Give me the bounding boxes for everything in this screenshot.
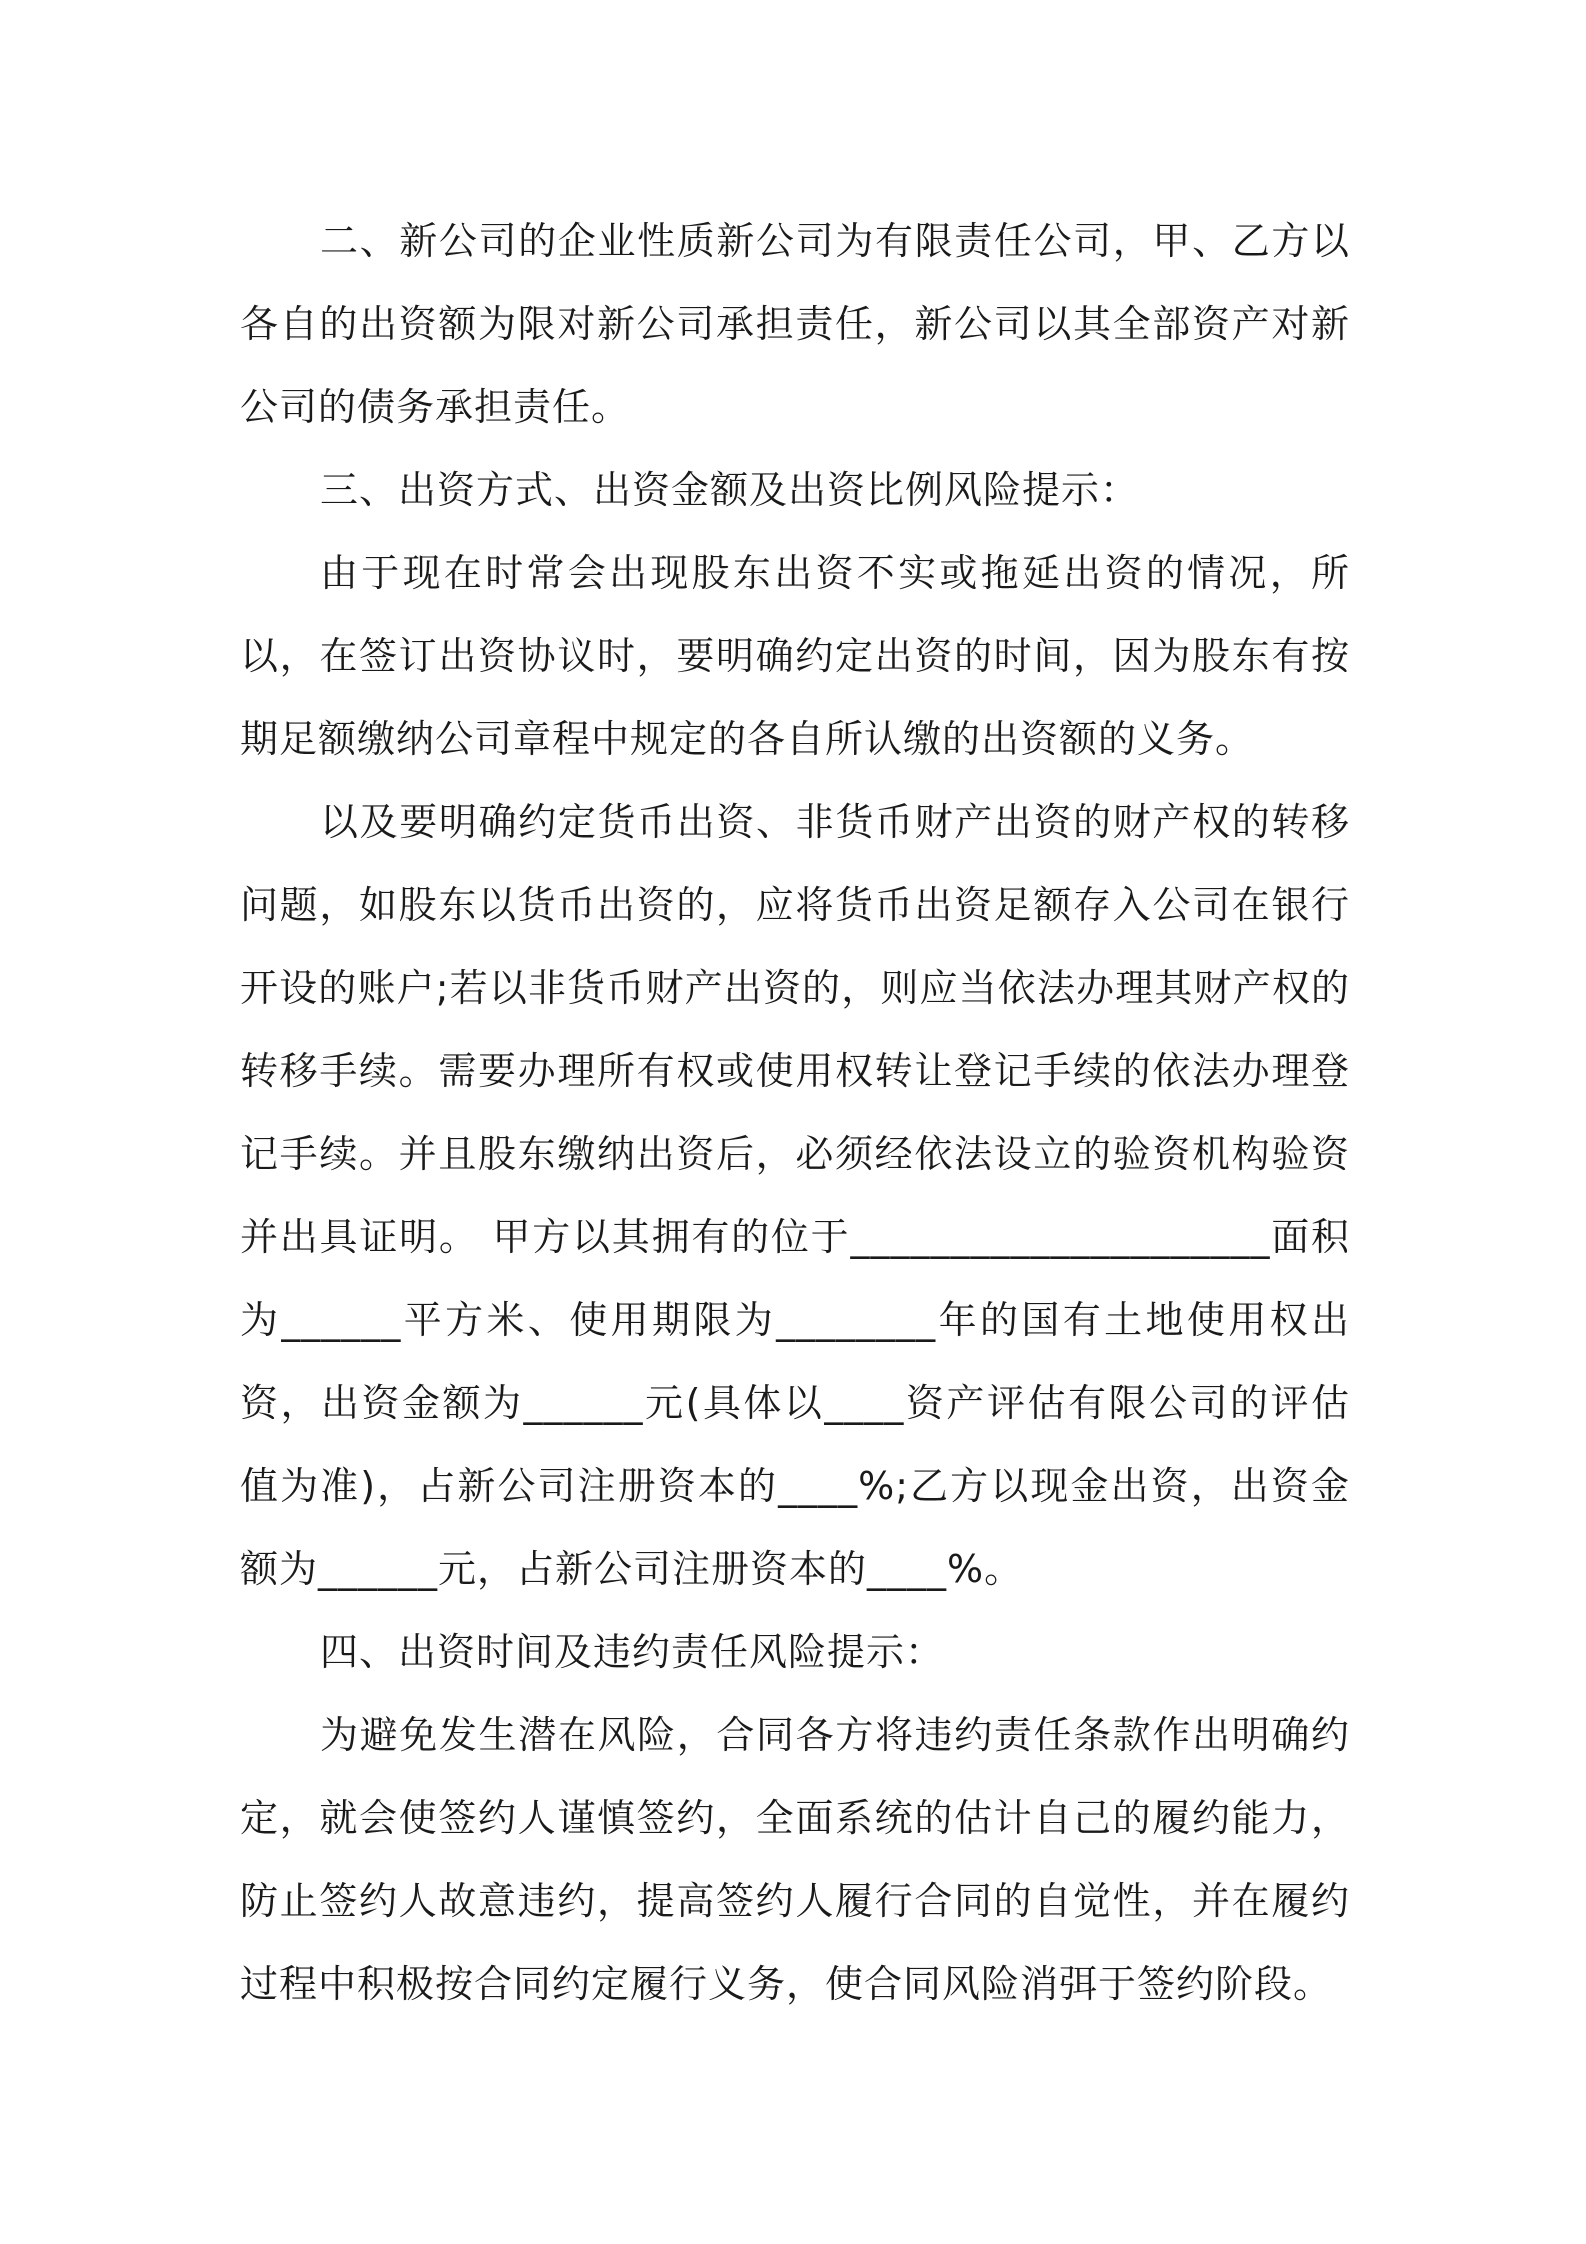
paragraph-liability-clause: 为避免发生潜在风险，合同各方将违约责任条款作出明确约定，就会使签约人谨慎签约，全面系统的估计自己的履约能力，防止签约人故意违约，提高签约人履行合同的自觉性，并在履约过程中积极按合同约定履行义务，使合同风险消弭于签约阶段。 <box>240 1713 1350 2006</box>
paragraph-company-nature: 二、新公司的企业性质新公司为有限责任公司，甲、乙方以各自的出资额为限对新公司承担责任，新公司以其全部资产对新公司的债务承担责任。 <box>240 219 1350 429</box>
document-body <box>240 200 1350 2026</box>
paragraph-property-transfer: 以及要明确约定货币出资、非货币财产出资的财产权的转移问题，如股东以货币出资的，应将货币出资足额存入公司在银行开设的账户;若以非货币财产出资的，则应当依法办理其财产权的转移手续。需要办理所有权或使用权转让登记手续的依法办理登记手续。并且股东缴纳出资后，必须经依法设立的验资机构验资并出具证明。 甲方以其拥有的位于_____________________面积为______平方米、使用期限为________年的国有土地使用权出资，出资金额为______元(具体以____资产评估有限公司的评估值为准)，占新公司注册资本的____%;乙方以现金出资，出资金额为______元，占新公司注册资本的____%。 <box>240 800 1350 1591</box>
heading-liability-risk: 四、出资时间及违约责任风险提示： <box>320 1630 945 1674</box>
heading-capital-contribution: 三、出资方式、出资金额及出资比例风险提示： <box>320 468 1140 512</box>
paragraph-contribution-timing: 由于现在时常会出现股东出资不实或拖延出资的情况，所以，在签订出资协议时，要明确约定出资的时间，因为股东有按期足额缴纳公司章程中规定的各自所认缴的出资额的义务。 <box>240 551 1350 761</box>
